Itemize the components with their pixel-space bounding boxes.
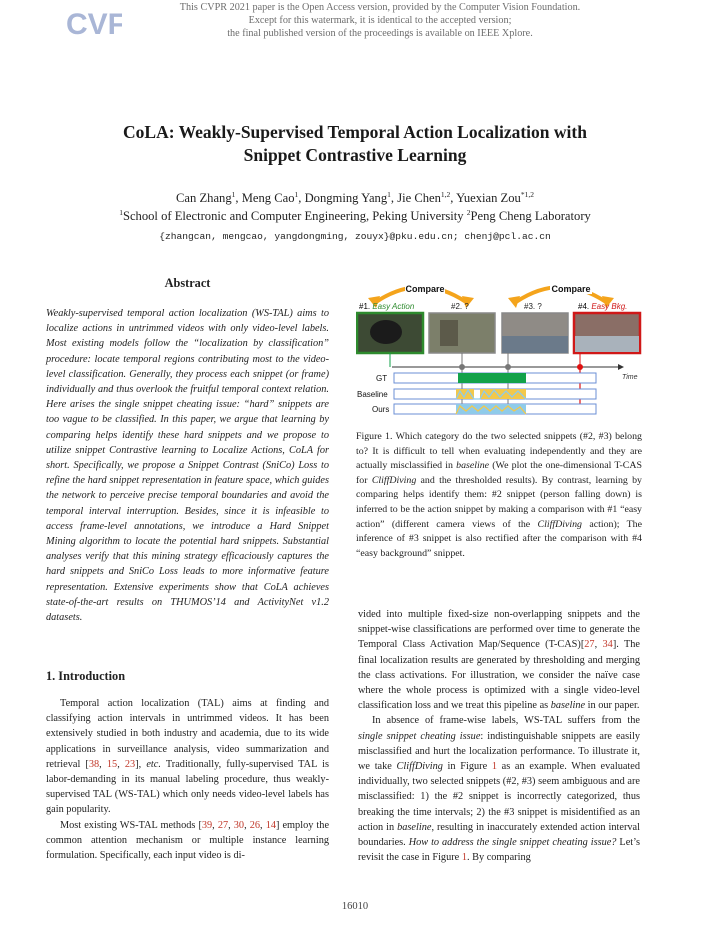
text-run: ]. The final localization results are generated by thresholding and merging the class activations. For illustration, we consider the naïve case where the whole process is optimized with a single video-level classification loss and we treat this pipeline as	[358, 639, 641, 712]
introduction-text	[46, 696, 329, 863]
cvf-logo	[66, 6, 122, 40]
citation-link[interactable]: 34	[602, 639, 613, 651]
figure-link[interactable]: 1	[461, 852, 467, 864]
author-emails: {zhangcan, mengcao, yangdongming, zouyx}@pku.edu.cn; chenj@pcl.ac.cn	[159, 231, 551, 242]
author-sep: ,	[450, 191, 457, 205]
text-run: baseline	[550, 700, 586, 712]
thumb-label-1: #1. Easy Action	[359, 302, 415, 311]
author-sep: ,	[235, 191, 242, 205]
text-run: : indistinguishable snippets are easily misclassified and hurt the localization performance. To illustrate it, we take	[358, 730, 640, 773]
text-run: ],	[135, 758, 147, 770]
author-name: Dongming Yang	[304, 191, 388, 205]
citation-link[interactable]: 14	[265, 819, 276, 831]
thumbnail-detail	[440, 320, 458, 346]
text-run: ,	[228, 819, 234, 831]
citation-link[interactable]: 15	[106, 758, 118, 770]
page-number: 16010	[341, 901, 369, 912]
abstract-text: Weakly-supervised temporal action localization (WS-TAL) aims to localize actions in untrimmed videos with only video-level labels. Most existing models follow the “localization by classification” procedure: locate temporal regions contributing most to the video-level classification. Generally, they process each snippet (or frame) individually and thus overlook the fruitful temporal context relation. Here arises the single snippet cheating issue: “hard” snippets are too vague to be classified. In this paper, we argue that learning by comparing helps identify these hard snippets and we propose to utilize snippet Contrastive learning to Localize Actions, CoLA for short. Specifically, we propose a Snippet Contrast (SniCo) Loss to refine the hard snippet representation in feature space, which guides the network to perceive precise temporal boundaries and avoid the temporal interval interruption. Besides, since it is infeasible to access frame-level annotations, we introduce a Hard Snippet Mining algorithm to locate the potential hard snippets. Substantial analyses verify that this mining strategy efficaciously captures the hard snippets and SniCo Loss leads to more informative feature representation. Extensive experiments show that CoLA achieves state-of-the-art results on THUMOS’14 and ActivityNet v1.2 datasets.	[46, 308, 329, 624]
text-run: Temporal action localization (TAL) aims at finding and classifying action intervals in untrimmed videos. It has been extensively studied in both industry and academia, due to its wide applications in surveillance analysis, video summarization and retrieval [	[46, 698, 329, 770]
text-run: and the thresholded results). By contrast, learning by comparing helps identify them: #2 snippet (person falling down) is inferred to be the action snippet by making a comparison with #1 “easy action” (different camera views of the	[356, 474, 642, 530]
row-label-gt: GT	[376, 374, 388, 383]
affiliation: Peng Cheng Laboratory	[470, 209, 591, 223]
author-affil: 1	[387, 189, 391, 199]
paragraph	[46, 818, 329, 864]
watermark-line: This CVPR 2021 paper is the Open Access version, provided by the Computer Vision Foundation.	[179, 2, 581, 13]
text-run: ,	[594, 639, 603, 651]
text-run: . By comparing	[466, 852, 531, 864]
text-run: in Figure	[442, 761, 492, 773]
text-run: in our paper.	[585, 700, 640, 712]
thumb-label-4: #4. Easy Bkg.	[578, 302, 628, 311]
text-run: etc.	[146, 758, 161, 770]
author-sep: ,	[298, 191, 305, 205]
watermark-line: Except for this watermark, it is identical to the accepted version;	[248, 15, 512, 26]
text-run: CliffDiving	[396, 761, 443, 773]
time-label: Time	[622, 374, 638, 381]
paragraph	[358, 607, 640, 713]
watermark-line: the final published version of the proceedings is available on IEEE Xplore.	[227, 28, 533, 39]
author-name: Jie Chen	[397, 191, 441, 205]
thumb-label-3: #3. ?	[524, 302, 542, 311]
figure-link[interactable]: 1	[491, 761, 497, 773]
text-run: Figure 1. Which category do the two selected snippets (#2, #3) belong to? It is difficult to tell when evaluating independently and they are actually misclassified in	[356, 431, 642, 472]
figure-1	[356, 280, 642, 420]
thumbnail-detail	[502, 336, 568, 353]
text-run: ,	[260, 819, 266, 831]
citation-link[interactable]: 30	[233, 819, 245, 831]
citation-link[interactable]: 23	[124, 758, 136, 770]
affiliation: School of Electronic and Computer Engineering, Peking University	[122, 209, 467, 223]
time-arrow-icon	[618, 364, 624, 370]
author-name: Can Zhang	[176, 191, 232, 205]
citation-link[interactable]: 26	[249, 819, 261, 831]
text-run: ,	[212, 819, 218, 831]
title-line: CoLA: Weakly-Supervised Temporal Action Localization with	[123, 122, 587, 142]
thumbnail-detail	[370, 320, 402, 344]
text-run: ] employ the common attention mechanism or multiple instance learning formulation. Specifically, each input video is di-	[46, 819, 330, 862]
text-run: single snippet cheating issue	[358, 730, 481, 742]
author-name: Meng Cao	[241, 191, 295, 205]
cvf-logo-text: CVF	[66, 8, 122, 40]
author-sep: ,	[390, 191, 398, 205]
figure-caption	[356, 430, 642, 561]
author-name: Yuexian Zou	[456, 191, 521, 205]
text-run: Let’s revisit the case in Figure	[358, 837, 640, 864]
watermark-notice	[140, 1, 620, 40]
row-label-baseline: Baseline	[357, 390, 388, 399]
citation-link[interactable]: 39	[201, 819, 213, 831]
author-affil: 1	[294, 189, 299, 199]
affil-mark: 1	[119, 207, 123, 217]
thumb-label-2: #2. ?	[451, 302, 469, 311]
text-run: How to address the single snippet cheating issue?	[408, 837, 617, 849]
thumbnail-detail	[575, 336, 639, 352]
text-run: baseline	[397, 821, 432, 833]
title-line: Snippet Contrastive Learning	[243, 145, 467, 165]
text-run: Most existing WS-TAL methods [	[60, 819, 202, 831]
text-run: In absence of frame-wise labels, WS-TAL suffers from the	[372, 715, 640, 727]
citation-link[interactable]: 27	[584, 639, 595, 651]
text-run: action); The inference of #3 snippet is also rectified after the comparison with #4 “easy background” snippet.	[356, 518, 642, 559]
introduction-heading: 1. Introduction	[46, 669, 126, 683]
text-run: (We plot the one-dimensional T-CAS for	[356, 460, 643, 486]
paragraph	[46, 696, 329, 818]
paper-title	[40, 121, 670, 167]
gt-action-interval	[458, 373, 526, 383]
text-run: CliffDiving	[371, 474, 417, 486]
author-affil: 1,2	[440, 189, 451, 199]
text-run: baseline	[456, 460, 490, 472]
text-run: ,	[117, 758, 125, 770]
author-list	[40, 189, 670, 207]
author-block	[40, 189, 670, 225]
author-affil: 1	[231, 189, 236, 199]
compare-label-1: Compare	[405, 284, 445, 294]
text-run: as an example. When evaluated individually, two selected snippets (#2, #3) seem ambiguous and are misclassified: 1) the #2 snippet is incorrectly categorized, thus breaking the time intervals; 2) the #3 snippet is misidentified as an action in	[358, 761, 640, 833]
text-run: CliffDiving	[537, 518, 582, 530]
author-affil: *1,2	[520, 189, 534, 199]
abstract-heading: Abstract	[164, 276, 211, 290]
row-label-ours: Ours	[372, 405, 390, 414]
text-run: ,	[99, 758, 107, 770]
text-run: vided into multiple fixed-size non-overlapping snippets and the snippet-wise classifications are performed over time to generate the Temporal Class Activation Map/Sequence (T-CAS)[	[358, 609, 640, 651]
text-run: Traditionally, fully-supervised TAL is labor-demanding in its manual labeling procedure, thus weakly-supervised TAL (WS-TAL) which only needs video-level labels has gain popularity.	[46, 758, 329, 816]
paragraph	[358, 713, 640, 865]
citation-link[interactable]: 38	[88, 758, 100, 770]
text-run: ,	[244, 819, 250, 831]
thumbnail-snippet-2	[429, 313, 495, 353]
affil-mark: 2	[466, 207, 471, 217]
affiliations	[40, 207, 670, 225]
citation-link[interactable]: 27	[217, 819, 229, 831]
right-column-text	[358, 607, 640, 865]
compare-label-2: Compare	[551, 284, 591, 294]
text-run: , resulting in inaccurately extended action interval boundaries.	[358, 821, 640, 849]
ours-interval	[456, 404, 526, 414]
